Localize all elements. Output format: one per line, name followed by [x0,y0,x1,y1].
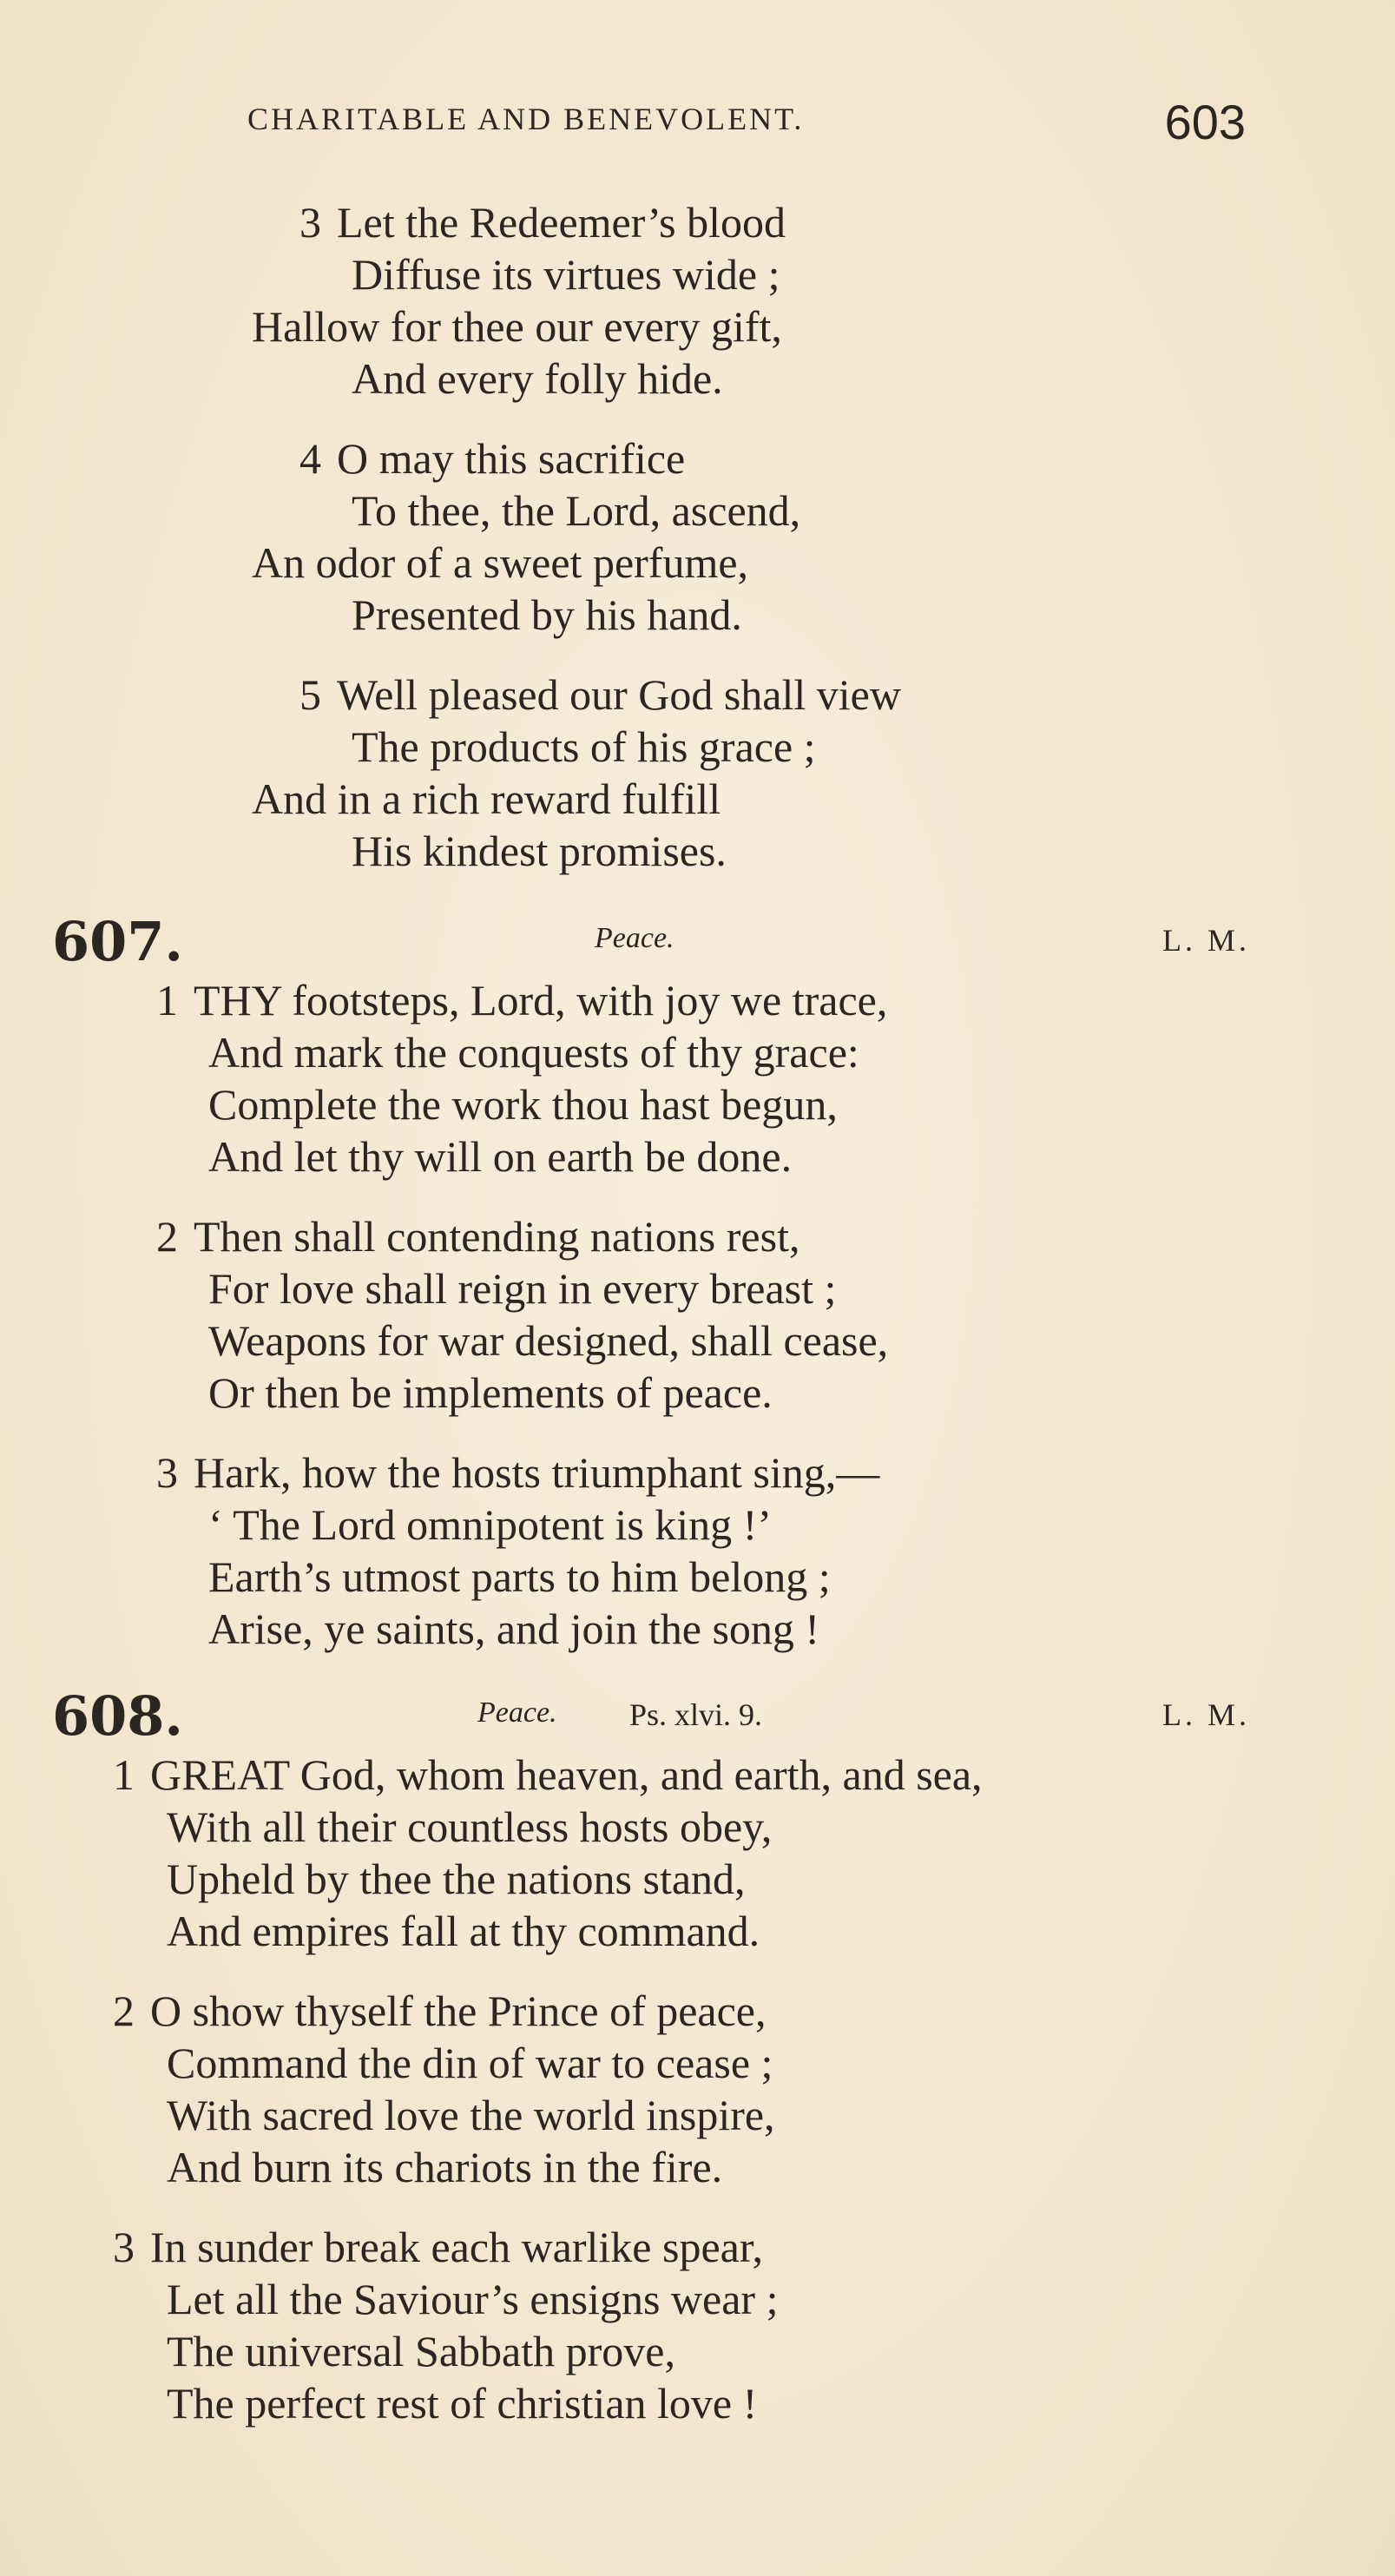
stanza-number: 1 [113,1750,135,1799]
verse-line: And burn its chariots in the fire. [167,2143,723,2191]
verse-line: Arise, ye saints, and join the song ! [208,1604,820,1653]
stanza-number: 3 [299,198,321,247]
verse-line: And let thy will on earth be done. [208,1132,793,1181]
stanza-number: 3 [113,2223,135,2271]
verse-line: Let all the Saviour’s ensigns wear ; [167,2275,779,2323]
hymn-heading [52,910,1250,971]
verse-line: ‘ The Lord omnipotent is king !’ [208,1500,772,1549]
stanza-number: 4 [299,434,321,483]
stanza-number: 2 [156,1212,178,1261]
running-title: CHARITABLE AND BENEVOLENT. [247,102,805,136]
verse-line: Or then be implements of peace. [208,1368,773,1417]
verse-line: The universal Sabbath prove, [167,2327,675,2375]
page-number: 603 [1164,95,1246,149]
verse-line: With sacred love the world inspire, [167,2091,775,2139]
running-header [247,94,1246,155]
hymn-title: Peace. [477,1696,557,1729]
verse-line: 4 O may this sacrifice [299,434,686,483]
verse-line: And empires fall at thy command. [167,1907,760,1955]
hymn-title: Peace. [595,922,674,954]
hymn-reference: Ps. xlvi. 9. [629,1697,763,1732]
verse-line: An odor of a sweet perfume, [252,538,749,587]
verse-line: 3 In sunder break each warlike spear, [113,2223,763,2271]
verse-line: The products of his grace ; [352,722,816,771]
verse-line: Weapons for war designed, shall cease, [208,1316,889,1365]
verse-line: Hallow for thee our every gift, [252,302,782,351]
verse-line: 2 O show thyself the Prince of peace, [113,1986,767,2035]
stanza-number: 1 [156,976,178,1024]
stanza-number: 5 [299,670,321,719]
verse-line: For love shall reign in every breast ; [208,1264,837,1313]
verse-line: Presented by his hand. [352,590,742,639]
verse-line: And mark the conquests of thy grace: [208,1028,859,1077]
hymn-meter: L. M. [1162,1697,1250,1732]
verse-line: His kindest promises. [352,827,727,875]
verse-line: Diffuse its virtues wide ; [352,250,780,299]
verse-line: And every folly hide. [352,354,723,403]
verse-line: Command the din of war to cease ; [167,2039,773,2087]
verse-line: 1 THY footsteps, Lord, with joy we trace, [156,976,888,1024]
verse-line: Complete the work thou hast begun, [208,1080,838,1129]
hymn-meter: L. M. [1162,923,1250,958]
verse-line: 3 Let the Redeemer’s blood [299,198,786,247]
stanza-number: 3 [156,1448,178,1497]
verse-line: And in a rich reward fulfill [252,774,721,823]
verse-line: To thee, the Lord, ascend, [352,486,801,535]
verse-line: 3 Hark, how the hosts triumphant sing,— [156,1448,880,1497]
verse-line: 5 Well pleased our God shall view [299,670,901,719]
verse-line: 2 Then shall contending nations rest, [156,1212,800,1261]
stanza-number: 2 [113,1986,135,2035]
verse-line: With all their countless hosts obey, [167,1802,773,1851]
verse-line: The perfect rest of christian love ! [167,2379,758,2428]
hymn-number: 608. [52,1684,184,1748]
verse-line: Upheld by thee the nations stand, [167,1855,746,1903]
hymn-number: 607. [52,910,184,973]
verse-line: 1 GREAT God, whom heaven, and earth, and sea, [113,1750,983,1799]
verse-line: Earth’s utmost parts to him belong ; [208,1552,831,1601]
hymn-heading [52,1684,1250,1748]
